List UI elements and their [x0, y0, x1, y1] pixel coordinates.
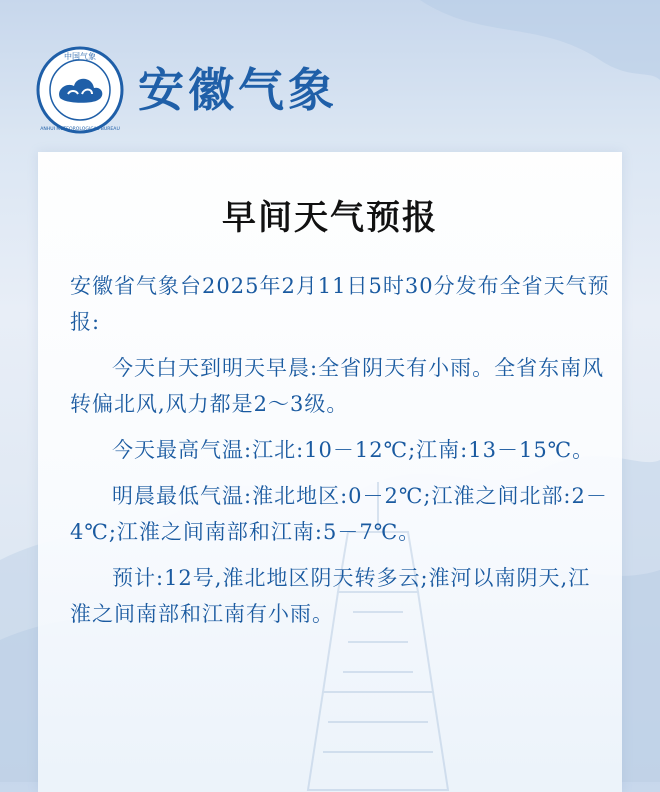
card-title: 早间天气预报: [222, 198, 438, 238]
forecast-paragraph-intro: 安徽省气象台2025年2月11日5时30分发布全省天气预报:: [70, 274, 610, 334]
forecast-paragraph-low-temp: 明晨最低气温:淮北地区:0－2℃;江淮之间北部:2－4℃;江淮之间南部和江南:5－7℃。: [70, 484, 608, 544]
forecast-paragraph-high-temp: 今天最高气温:江北:10－12℃;江南:13－15℃。: [112, 438, 595, 462]
logo-top-text: 中国气象: [64, 52, 96, 61]
logo-ring-text: ANHUI METEOROLOGICAL BUREAU: [40, 127, 120, 132]
forecast-paragraph-outlook: 预计:12号,淮北地区阴天转多云;淮河以南阴天,江淮之间南部和江南有小雨。: [70, 566, 591, 626]
cloud-emblem-icon: [36, 46, 124, 134]
forecast-paragraph-weather: 今天白天到明天早晨:全省阴天有小雨。全省东南风转偏北风,风力都是2～3级。: [70, 356, 605, 416]
forecast-body: [70, 268, 610, 642]
brand-title: 安徽气象: [138, 63, 338, 117]
header: [30, 40, 630, 140]
forecast-card: [38, 152, 622, 792]
